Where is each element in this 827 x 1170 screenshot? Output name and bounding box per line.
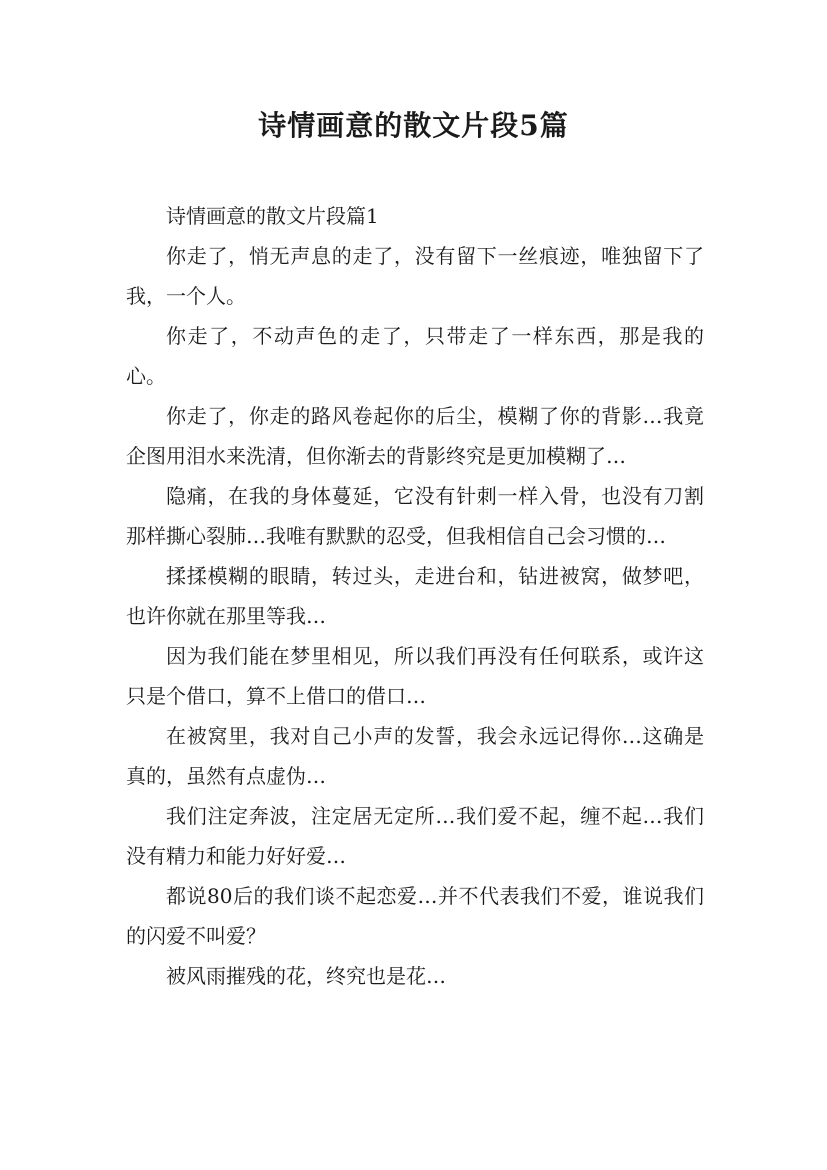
paragraph-4: 隐痛，在我的身体蔓延，它没有针刺一样入骨，也没有刀割那样撕心裂肺…我唯有默默的忍受，但我相信自己会习惯的… [126,484,704,548]
paragraph-6: 因为我们能在梦里相见，所以我们再没有任何联系，或许这只是个借口，算不上借口的借口… [126,644,704,708]
paragraph-8: 我们注定奔波，注定居无定所…我们爱不起，缠不起…我们没有精力和能力好好爱… [126,804,704,868]
paragraph-3: 你走了，你走的路风卷起你的后尘，模糊了你的背影…我竟企图用泪水来洗清，但你渐去的背影终究是更加模糊了… [126,404,704,468]
paragraph-10: 被风雨摧残的花，终究也是花… [166,964,446,988]
paragraph-2: 你走了，不动声色的走了，只带走了一样东西，那是我的心。 [126,324,704,388]
paragraph-5: 揉揉模糊的眼睛，转过头，走进台和，钻进被窝，做梦吧，也许你就在那里等我… [126,564,704,628]
paragraph-7: 在被窝里，我对自己小声的发誓，我会永远记得你…这确是真的，虽然有点虚伪… [126,724,704,788]
section-heading: 诗情画意的散文片段篇1 [166,204,379,228]
document-title: 诗情画意的散文片段5篇 [258,109,569,142]
paragraph-9: 都说80后的我们谈不起恋爱…并不代表我们不爱，谁说我们的闪爱不叫爱？ [126,884,704,948]
document-body [126,196,704,996]
paragraph-1: 你走了，悄无声息的走了，没有留下一丝痕迹，唯独留下了我，一个人。 [126,244,704,308]
